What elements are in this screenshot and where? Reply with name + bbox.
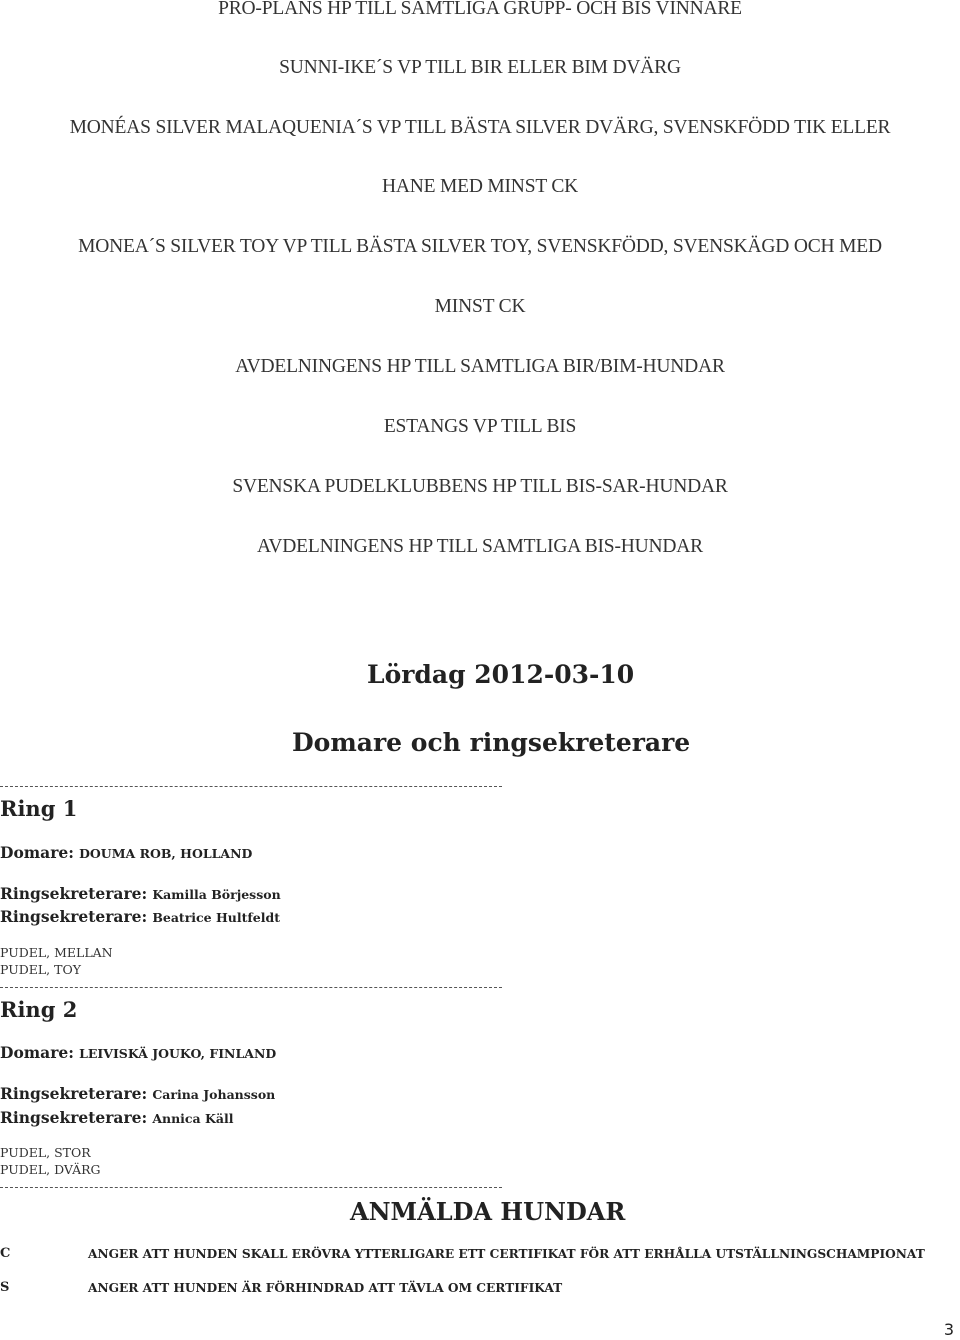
secretary-label: Ringsekreterare: — [0, 1084, 148, 1103]
registered-heading: ANMÄLDA HUNDAR — [350, 1197, 626, 1226]
secretary-row — [0, 884, 281, 903]
judge-name: LEIVISKÄ JOUKO, FINLAND — [79, 1046, 277, 1061]
secretary-label: Ringsekreterare: — [0, 907, 148, 926]
dashed-divider — [0, 987, 502, 988]
breed-item: PUDEL, MELLAN — [0, 945, 113, 960]
prize-line: AVDELNINGENS HP TILL SAMTLIGA BIR/BIM-HUNDAR — [235, 356, 725, 377]
secretary-label: Ringsekreterare: — [0, 884, 148, 903]
prize-line: PRO-PLANS HP TILL SAMTLIGA GRUPP- OCH BIS VINNARE — [218, 0, 742, 19]
secretary-row — [0, 1108, 233, 1127]
secretary-row — [0, 1084, 275, 1103]
secretary-row — [0, 907, 280, 926]
ring-title: Ring 1 — [0, 796, 78, 821]
dashed-divider — [0, 1187, 502, 1188]
prize-line: HANE MED MINST CK — [381, 176, 579, 197]
breed-item: PUDEL, TOY — [0, 962, 81, 977]
secretary-name: Kamilla Börjesson — [152, 887, 281, 902]
judge-row — [0, 1043, 276, 1062]
prize-line: AVDELNINGENS HP TILL SAMTLIGA BIS-HUNDAR — [257, 536, 703, 557]
page-number: 3 — [943, 1320, 954, 1339]
ring-title: Ring 2 — [0, 997, 78, 1022]
legend-text: ANGER ATT HUNDEN ÄR FÖRHINDRAD ATT TÄVLA OM CERTIFIKAT — [88, 1281, 563, 1295]
judge-label: Domare: — [0, 1043, 74, 1062]
legend-code: S — [0, 1280, 10, 1295]
prize-line: SUNNI-IKE´S VP TILL BIR ELLER BIM DVÄRG — [279, 57, 681, 78]
secretary-name: Carina Johansson — [152, 1087, 276, 1102]
secretary-label: Ringsekreterare: — [0, 1108, 148, 1127]
legend-text: ANGER ATT HUNDEN SKALL ERÖVRA YTTERLIGARE ETT CERTIFIKAT FÖR ATT ERHÅLLA UTSTÄLLNINGSCHAMPIONAT — [88, 1247, 925, 1261]
breed-item: PUDEL, DVÄRG — [0, 1162, 101, 1177]
secretary-name: Beatrice Hultfeldt — [152, 910, 280, 925]
judge-label: Domare: — [0, 843, 74, 862]
prize-line: SVENSKA PUDELKLUBBENS HP TILL BIS-SAR-HUNDAR — [232, 476, 728, 497]
prize-line: MONEA´S SILVER TOY VP TILL BÄSTA SILVER TOY, SVENSKFÖDD, SVENSKÄGD OCH MED — [78, 236, 882, 257]
secretary-name: Annica Käll — [152, 1111, 234, 1126]
legend-code: C — [0, 1246, 11, 1261]
prize-line: ESTANGS VP TILL BIS — [383, 416, 577, 437]
day-heading: Lördag 2012-03-10 — [367, 660, 635, 689]
judge-row — [0, 843, 252, 862]
dashed-divider — [0, 786, 502, 787]
breed-item: PUDEL, STOR — [0, 1145, 91, 1160]
judges-heading: Domare och ringsekreterare — [292, 728, 691, 757]
prize-line: MINST CK — [434, 296, 526, 317]
prize-line: MONÉAS SILVER MALAQUENIA´S VP TILL BÄSTA SILVER DVÄRG, SVENSKFÖDD TIK ELLER — [69, 117, 891, 138]
judge-name: DOUMA ROB, HOLLAND — [79, 846, 253, 861]
